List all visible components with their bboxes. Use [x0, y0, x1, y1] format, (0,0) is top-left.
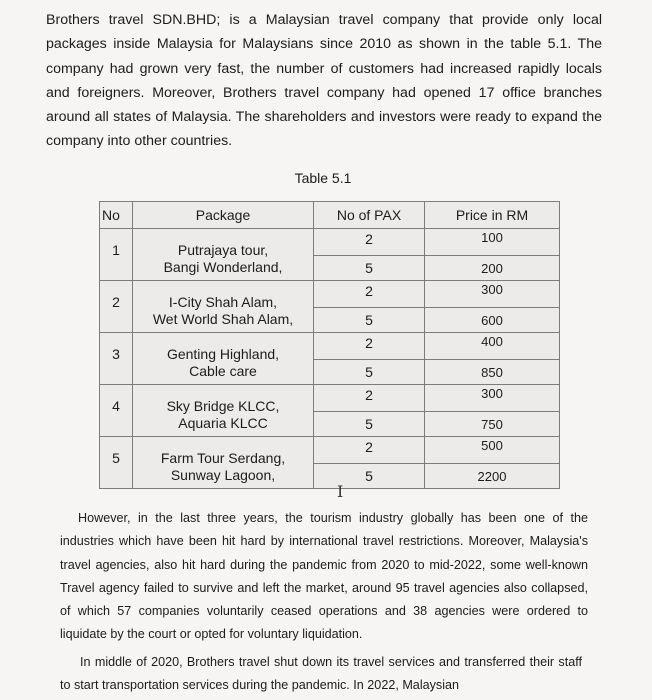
table-caption: Table 5.1 — [294, 170, 352, 186]
pax-value: 2 — [314, 229, 425, 256]
package-line-2: Bangi Wonderland, — [163, 258, 283, 275]
header-pax: No of PAX — [314, 202, 425, 229]
header-package: Package — [133, 202, 314, 229]
header-no: No — [100, 202, 133, 229]
pax-value: 5 — [314, 256, 425, 281]
header-price: Price in RM — [425, 202, 560, 229]
package-line-1: Putrajaya tour, — [177, 241, 269, 258]
package-line-1: Sky Bridge KLCC, — [166, 397, 280, 414]
package-line-1: Genting Highland, — [166, 345, 280, 362]
package-name — [133, 385, 314, 437]
table-row — [100, 229, 560, 256]
price-value: 200 — [425, 256, 560, 281]
text-cursor-icon: I — [337, 482, 344, 501]
package-line-2: Wet World Shah Alam, — [152, 310, 294, 327]
table-header-row — [100, 202, 560, 229]
pax-value: 5 — [314, 360, 425, 385]
package-name — [133, 333, 314, 385]
package-line-2: Sunway Lagoon, — [170, 466, 276, 483]
pax-value: 2 — [314, 385, 425, 412]
intro-paragraph: Brothers travel SDN.BHD; is a Malaysian travel company that provide only local packages inside Malaysia for Malaysians since 2010 as shown in the table 5.1. The company had grown very fast, the number of customers had increased rapidly locals and foreigners. Moreover, Brothers travel company had opened 17 office branches around all states of Malaysia. The shareholders and investors were ready to expand the company into other countries. — [46, 12, 602, 150]
row-number: 2 — [100, 276, 133, 328]
package-line-2: Cable care — [189, 362, 257, 379]
price-value: 400 — [425, 333, 560, 360]
package-line-1: I-City Shah Alam, — [168, 293, 278, 310]
pax-value: 2 — [314, 281, 425, 308]
table-row — [100, 281, 560, 308]
package-line-2: Aquaria KLCC — [178, 414, 268, 431]
row-number: 3 — [100, 328, 133, 380]
table-row — [100, 437, 560, 464]
table-row — [100, 333, 560, 360]
price-value: 2200 — [425, 464, 560, 489]
price-value: 100 — [425, 229, 560, 256]
price-value: 750 — [425, 412, 560, 437]
pax-value: 2 — [314, 437, 425, 464]
price-value: 300 — [425, 281, 560, 308]
price-value: 500 — [425, 437, 560, 464]
row-number: 4 — [100, 380, 133, 432]
row-number: 5 — [100, 432, 133, 484]
pandemic-paragraph: However, in the last three years, the tourism industry globally has been one of the industries which have been hit hard by international travel restrictions. Moreover, Malaysia's travel agencies, also hit hard during the pandemic from 2020 to mid-2022, some well-known Travel agency failed to survive and left the market, around 95 travel agencies also collapsed, of which 57 companies voluntarily ceased operations and 38 agencies were ordered to liquidate by the court or opted for voluntary liquidation. — [60, 511, 588, 642]
pax-value: 5 — [314, 308, 425, 333]
price-value: 300 — [425, 385, 560, 412]
package-line-1: Farm Tour Serdang, — [160, 449, 286, 466]
transport-paragraph: In middle of 2020, Brothers travel shut down its travel services and transferred their staff to start transportation services during the pandemic. In 2022, Malaysian — [60, 655, 582, 693]
pax-value: 2 — [314, 333, 425, 360]
price-value: 850 — [425, 360, 560, 385]
package-name — [133, 281, 314, 333]
package-name — [133, 437, 314, 489]
pax-value: 5 — [314, 464, 425, 489]
price-value: 600 — [425, 308, 560, 333]
package-name — [133, 229, 314, 281]
row-number: 1 — [100, 224, 133, 276]
packages-table — [99, 201, 560, 489]
table-row — [100, 385, 560, 412]
pax-value: 5 — [314, 412, 425, 437]
